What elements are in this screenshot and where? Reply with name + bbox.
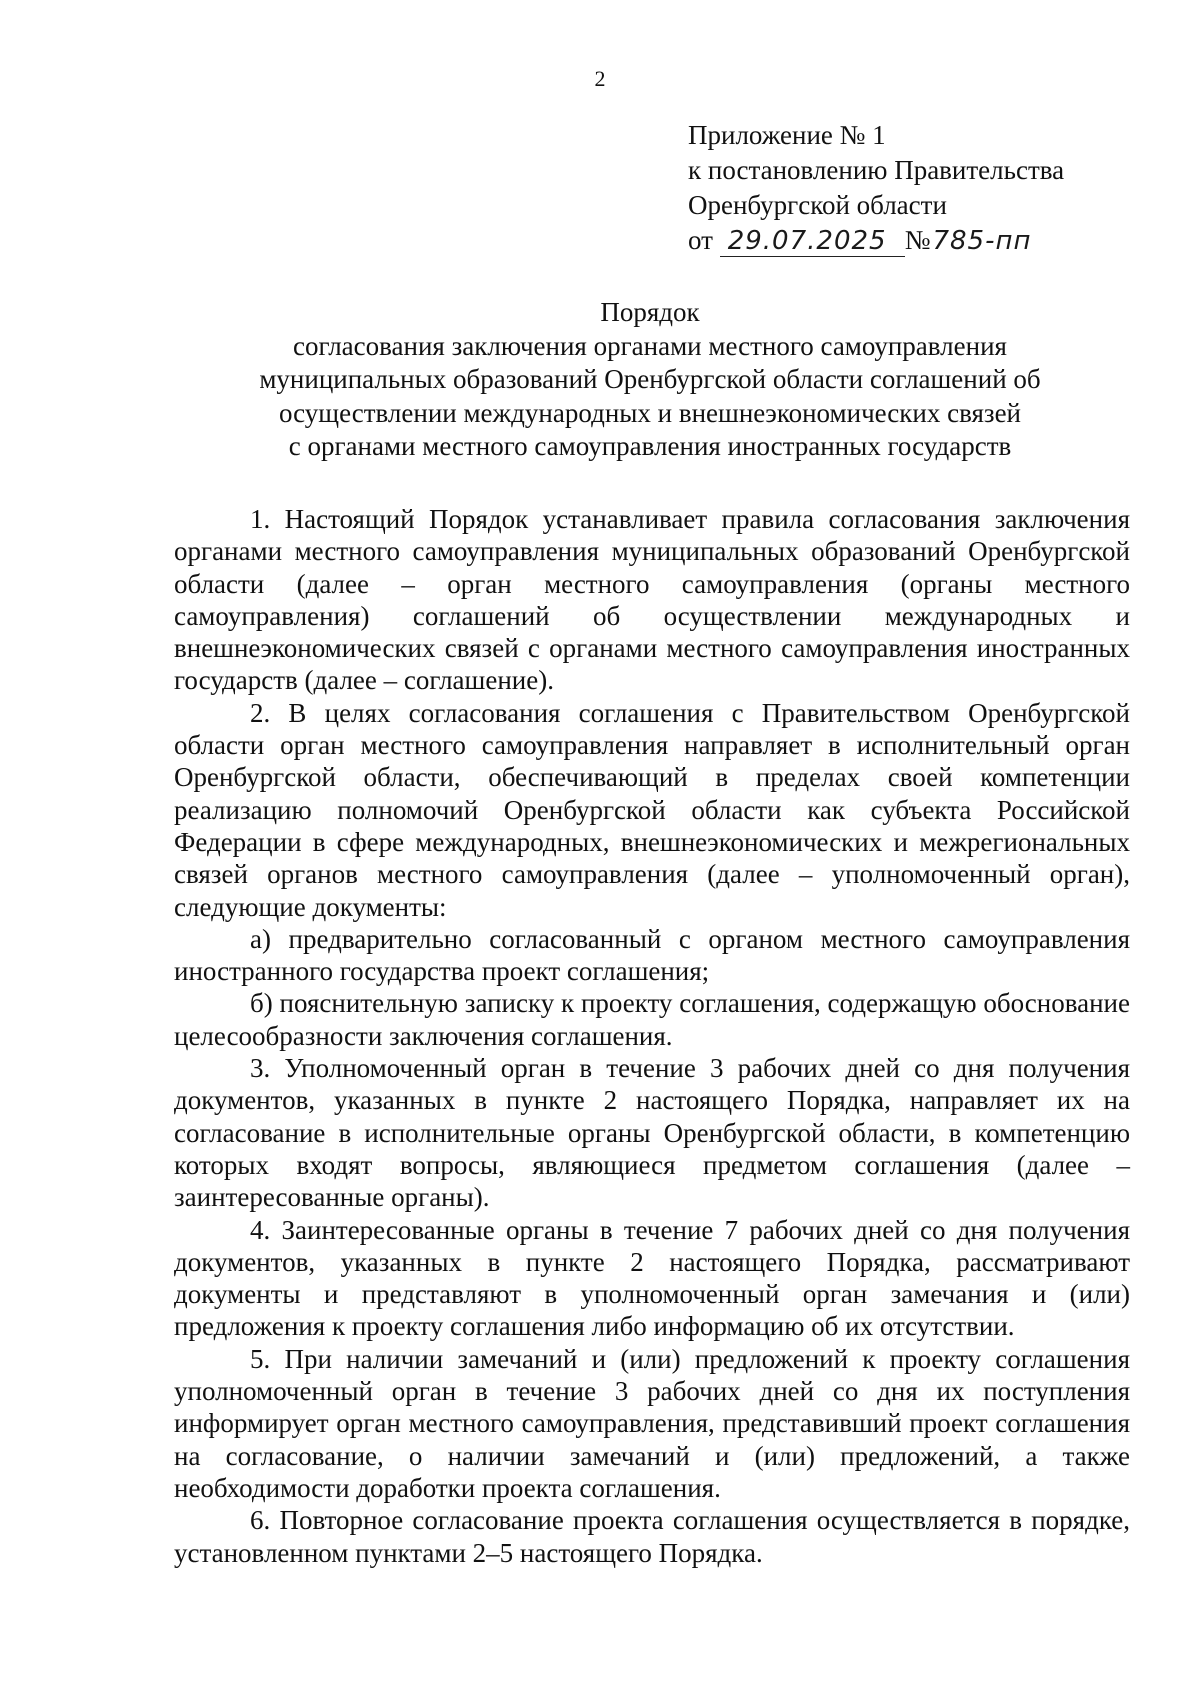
document-title — [160, 296, 1140, 464]
title-line-1: согласования заключения органами местного самоуправления — [293, 330, 1007, 361]
paragraph-1: 1. Настоящий Порядок устанавливает правила согласования заключения органами местного самоуправления муниципальных образований Оренбургской области (далее – орган местного самоуправления (органы местного самоуправления) соглашений об осуществлении международных и внешнеэкономических связей с органами местного самоуправления иностранных государств (далее – соглашение). — [174, 504, 1130, 696]
document-body — [174, 503, 1130, 1569]
page-number: 2 — [594, 66, 606, 91]
paragraph-3: 3. Уполномоченный орган в течение 3 рабочих дней со дня получения документов, указанных в пункте 2 настоящего Порядка, направляет их на согласование в исполнительные органы Оренбургской области, в компетенцию которых входят вопросы, являющиеся предметом соглашения (далее – заинтересованные органы). — [174, 1053, 1130, 1213]
handwritten-number — [930, 225, 1032, 256]
title-line-4: с органами местного самоуправления иностранных государств — [288, 431, 1012, 461]
paragraph-2b: б) пояснительную записку к проекту соглашения, содержащую обоснование целесообразности заключения соглашения. — [174, 988, 1130, 1051]
handwritten-date-text: 29.07.2025 — [727, 226, 887, 256]
annex-block — [688, 118, 1064, 258]
handwritten-number-text: 785-пп — [932, 226, 1032, 256]
title-heading: Порядок — [600, 297, 700, 327]
paragraph-5: 5. При наличии замечаний и (или) предложений к проекту соглашения уполномоченный орган в течение 3 рабочих дней со дня их поступления информирует орган местного самоуправления, представивший проект соглашения на согласование, о наличии замечаний и (или) предложений, а также необходимости доработки проекта соглашения. — [174, 1343, 1130, 1503]
paragraph-2: 2. В целях согласования соглашения с Правительством Оренбургской области орган местного самоуправления направляет в исполнительный орган Оренбургской области, обеспечивающий в пределах своей компетенции реализацию полномочий Оренбургской области как субъекта Российской Федерации в сфере международных, внешнеэкономических и межрегиональных связей органов местного самоуправления (далее – уполномоченный орган), следующие документы: — [174, 697, 1130, 922]
paragraph-2a: а) предварительно согласованный с органом местного самоуправления иностранного государства проект соглашения; — [174, 923, 1130, 987]
paragraph-6: 6. Повторное согласование проекта соглашения осуществляется в порядке, установленном пунктами 2–5 настоящего Порядка. — [174, 1505, 1130, 1568]
number-prefix: № — [904, 225, 931, 255]
handwritten-date — [720, 225, 905, 257]
title-line-3: осуществлении международных и внешнеэкономических связей — [278, 397, 1021, 428]
annex-line-2: к постановлению Правительства — [688, 155, 1065, 185]
annex-line-1: Приложение № 1 — [688, 120, 886, 150]
title-line-2: муниципальных образований Оренбургской области соглашений об — [259, 364, 1041, 394]
annex-line-3: Оренбургской области — [688, 190, 947, 220]
paragraph-4: 4. Заинтересованные органы в течение 7 рабочих дней со дня получения документов, указанных в пункте 2 настоящего Порядка, рассматривают документы и представляют в уполномоченный орган замечания и (или) предложения к проекту соглашения либо информацию об их отсутствии. — [174, 1214, 1130, 1342]
date-prefix: от — [688, 225, 713, 255]
annex-date-line — [688, 223, 1064, 258]
